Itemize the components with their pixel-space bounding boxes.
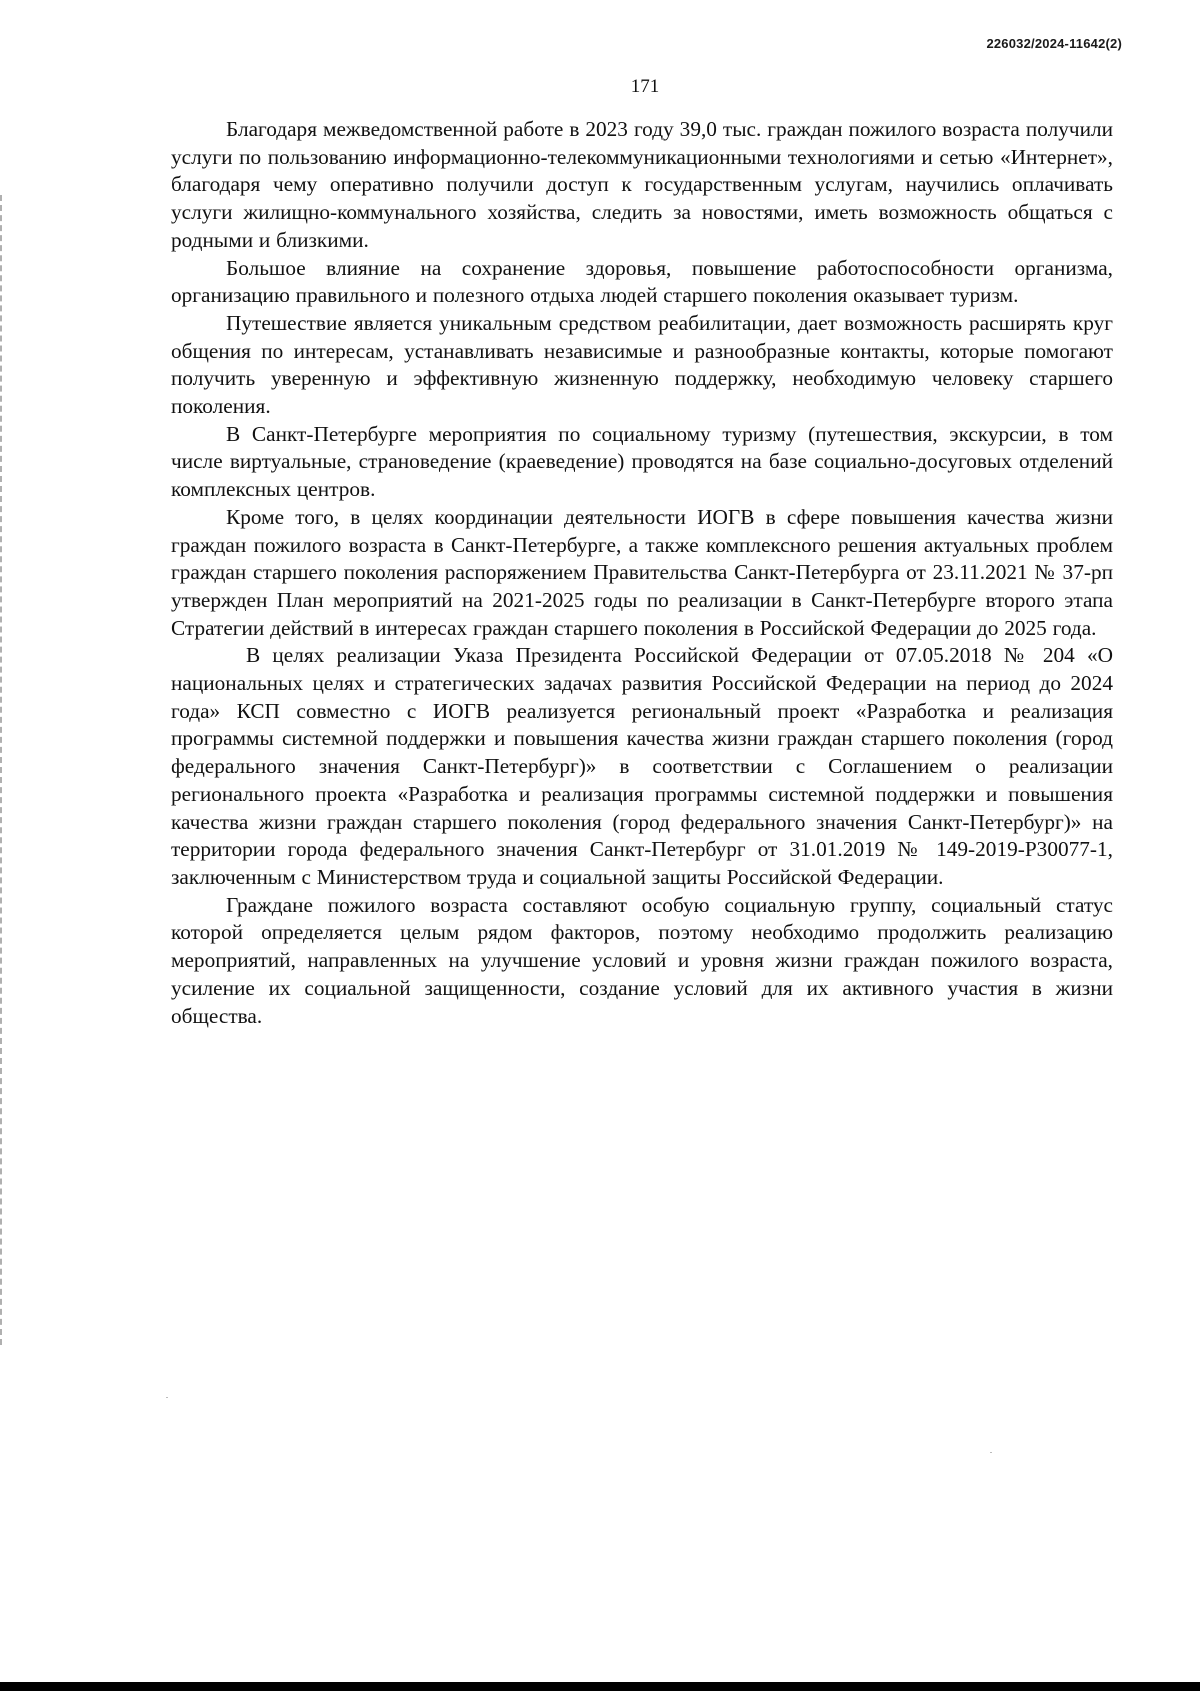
body-text [171, 116, 1113, 1030]
paragraph-action-plan: Кроме того, в целях координации деятельности ИОГВ в сфере повышения качества жизни граждан пожилого возраста в Санкт-Петербурге, а также комплексного решения актуальных проблем граждан старшего поколения распоряжением Правительства Санкт-Петербурга от 23.11.2021 № 37-рп утвержден План мероприятий на 2021-2025 годы по реализации в Санкт-Петербурге второго этапа Стратегии действий в интересах граждан старшего поколения в Российской Федерации до 2025 года. [171, 504, 1113, 640]
scan-speck [166, 1397, 168, 1398]
scan-edge-marks [0, 195, 5, 1345]
scan-speck [990, 1452, 992, 1453]
page-number: 171 [630, 76, 660, 97]
document-id: 226032/2024-11642(2) [986, 36, 1122, 51]
paragraph-tourism-influence: Большое влияние на сохранение здоровья, повышение работоспособности организма, организацию правильного и полезного отдыха людей старшего поколения оказывает туризм. [171, 255, 1113, 308]
paragraph-conclusion: Граждане пожилого возраста составляют особую социальную группу, социальный статус которой определяется целым рядом факторов, поэтому необходимо продолжить реализацию мероприятий, направленных на улучшение условий и уровня жизни граждан пожилого возраста, усиление их социальной защищенности, создание условий для их активного участия в жизни общества. [171, 892, 1113, 1028]
scan-bottom-edge [0, 1682, 1200, 1691]
paragraph-ict-services: Благодаря межведомственной работе в 2023 году 39,0 тыс. граждан пожилого возраста получили услуги по пользованию информационно-телекоммуникационными технологиями и сетью «Интернет», благодаря чему оперативно получили доступ к государственным услугам, научились оплачивать услуги жилищно-коммунального хозяйства, следить за новостями, иметь возможность общаться с родными и близкими. [171, 117, 1113, 252]
paragraph-regional-project: В целях реализации Указа Президента Российской Федерации от 07.05.2018 № 204 «О национальных целях и стратегических задачах развития Российской Федерации на период до 2024 года» КСП совместно с ИОГВ реализуется региональный проект «Разработка и реализация программы системной поддержки и повышения качества жизни граждан старшего поколения (город федерального значения Санкт-Петербург)» в соответствии с Соглашением о реализации регионального проекта «Разработка и реализация программы системной поддержки и повышения качества жизни граждан старшего поколения (город федерального значения Санкт-Петербург)» на территории города федерального значения Санкт-Петербург от 31.01.2019 № 149-2019-Р30077-1, заключенным с Министерством труда и социальной защиты Российской Федерации. [171, 643, 1113, 889]
paragraph-travel-rehabilitation: Путешествие является уникальным средством реабилитации, дает возможность расширять круг общения по интересам, устанавливать независимые и разнообразные контакты, которые помогают получить уверенную и эффективную жизненную поддержку, необходимую человеку старшего поколения. [171, 310, 1113, 419]
paragraph-social-tourism: В Санкт-Петербурге мероприятия по социальному туризму (путешествия, экскурсии, в том числе виртуальные, страноведение (краеведение) проводятся на базе социально-досуговых отделений комплексных центров. [171, 421, 1113, 502]
